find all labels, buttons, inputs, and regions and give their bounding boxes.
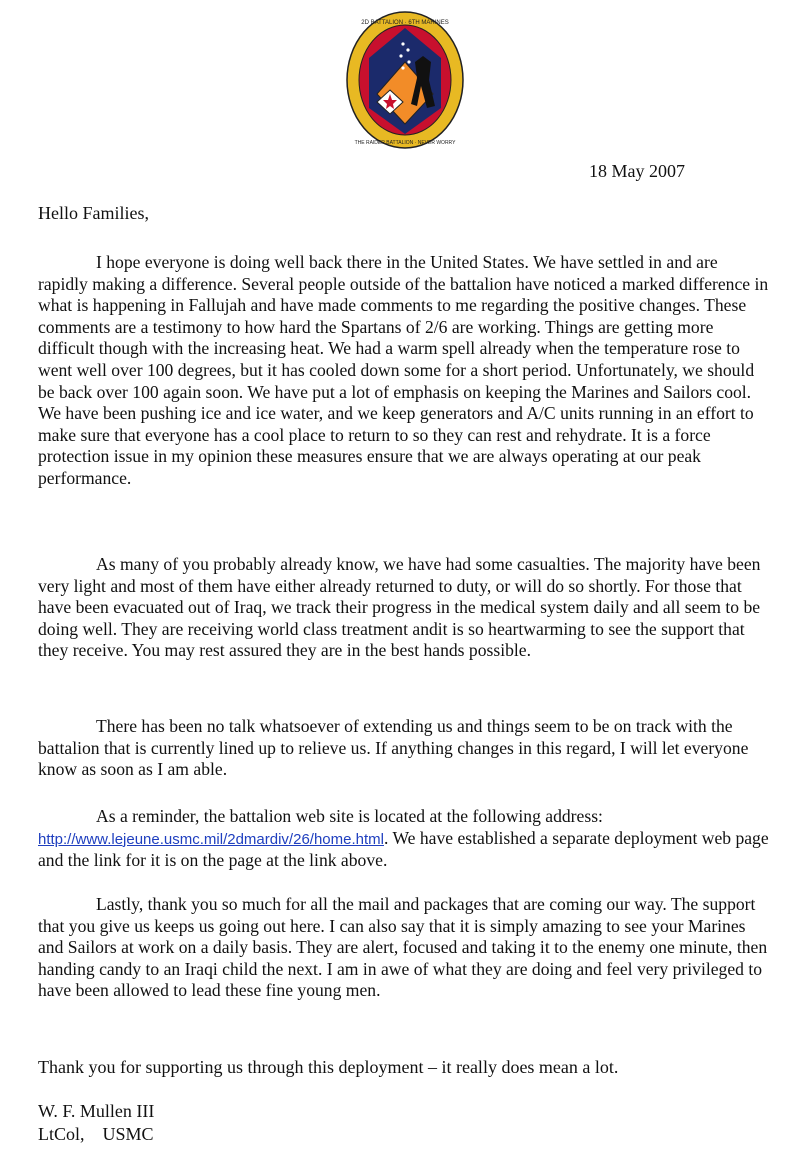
paragraph-4-intro: As a reminder, the battalion web site is located at the following address: [96, 806, 603, 826]
seal-text-top: 2D BATTALION · 6TH MARINES [361, 20, 449, 26]
battalion-website-link[interactable]: http://www.lejeune.usmc.mil/2dmardiv/26/home.html [38, 830, 384, 848]
paragraph-4 [38, 806, 770, 872]
paragraph-4-rest: . We have established a separate deployment web page and the link for it is on the page at the link above. [38, 827, 769, 871]
paragraph-5 [38, 894, 770, 1002]
letter-date: 18 May 2007 [589, 161, 685, 181]
battalion-emblem [345, 10, 465, 150]
paragraph-1-text: I hope everyone is doing well back there in the United States. We have settled in and are rapidly making a difference. Several people outside of the battalion have noticed a marked difference in what is happening in Fallujah and have made comments to me regarding the positive changes. These comments are a testimony to how hard the Spartans of 2/6 are working. Things are getting more difficult though with the increasing heat. We had a warm spell already when the temperature rose to went well over 100 degrees, but it has cooled down some for a short period. Unfortunately, we should be back over 100 again soon. We have put a lot of emphasis on keeping the Marines and Sailors cool. We have been pushing ice and ice water, and we keep generators and A/C units running in an effort to make sure that everyone has a cool place to return to so they can rest and rehydrate. It is a force protection issue in my opinion these measures ensure that we are always operating at our peak performance. [38, 252, 769, 488]
seal-text-bottom: THE RAIDER BATTALION · NEVER WORRY [354, 140, 456, 146]
paragraph-1 [38, 252, 770, 490]
greeting: Hello Families, [38, 203, 149, 223]
signature-rank: LtCol, USMC [38, 1124, 154, 1144]
paragraph-3 [38, 716, 770, 781]
paragraph-2 [38, 554, 770, 662]
signature-name: W. F. Mullen III [38, 1101, 155, 1121]
paragraph-5-text: Lastly, thank you so much for all the mail and packages that are coming our way. The support that you give us keeps us going out here. I can also say that it is simply amazing to see your Marines and Sailors at work on a daily basis. They are alert, focused and taking it to the enemy one minute, then handing candy to an Iraqi child the next. I am in awe of what they are doing and feel very privileged to have been allowed to lead these fine young men. [38, 894, 768, 1001]
paragraph-2-text: As many of you probably already know, we have had some casualties. The majority have been very light and most of them have either already returned to duty, or will do so shortly. For those that have been evacuated out of Iraq, we track their progress in the medical system daily and all seem to be doing well. They are receiving world class treatment andit is so heartwarming to see the support that they receive. You may rest assured they are in the best hands possible. [38, 554, 761, 661]
closing-line: Thank you for supporting us through this deployment – it really does mean a lot. [38, 1057, 619, 1077]
paragraph-3-text: There has been no talk whatsoever of extending us and things seem to be on track with the battalion that is currently lined up to relieve us. If anything changes in this regard, I will let everyone know as soon as I am able. [38, 716, 749, 780]
